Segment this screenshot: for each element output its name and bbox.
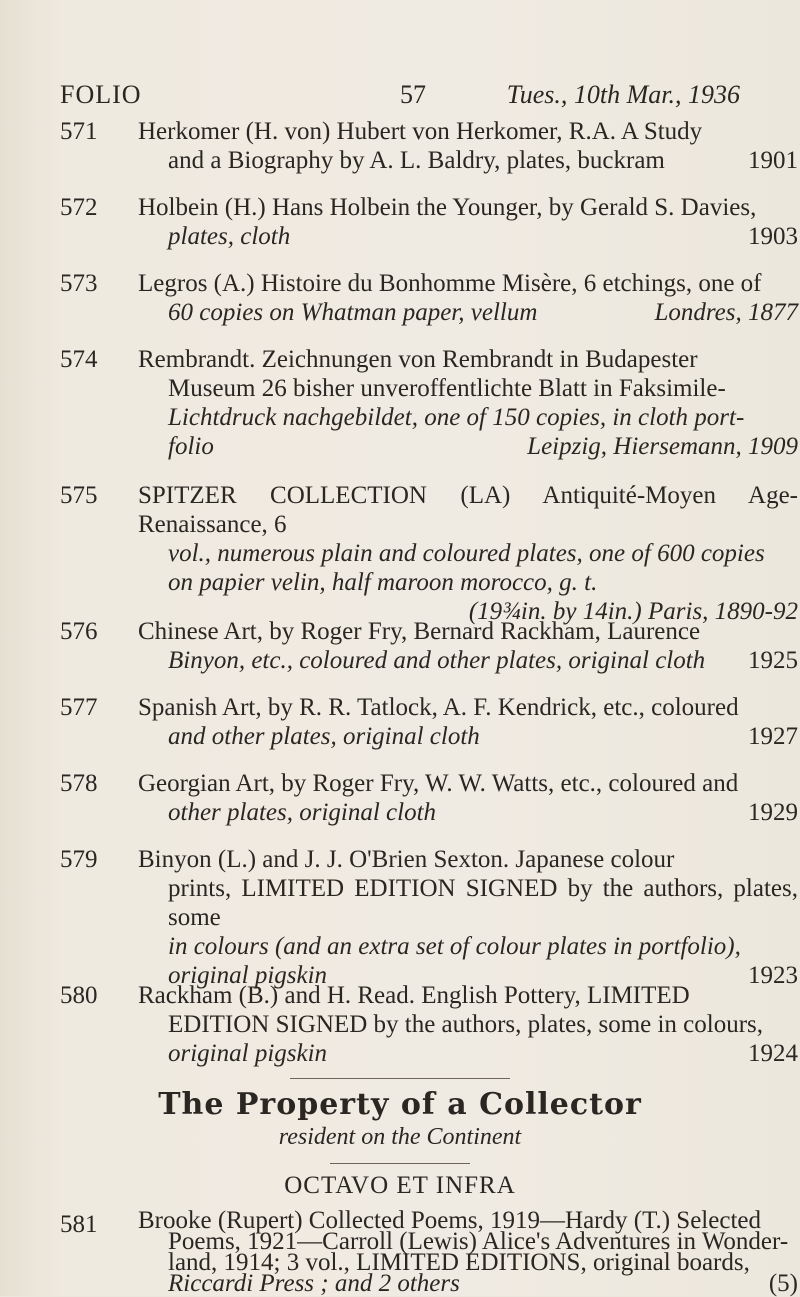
lot-line: SPITZER COLLECTION (LA) Antiquité-Moyen Age-Renaissance, 6 bbox=[138, 482, 798, 538]
lot-entry bbox=[60, 981, 798, 1071]
page-header bbox=[60, 80, 740, 116]
lot-year: Londres, 1877 bbox=[654, 299, 798, 326]
lot-line: Binyon (L.) and J. J. O'Brien Sexton. Japanese colour bbox=[138, 846, 675, 873]
lot-entry bbox=[60, 269, 798, 329]
lot-number: 577 bbox=[60, 694, 98, 721]
lot-number: 581 bbox=[60, 1211, 98, 1238]
sale-date: Tues., 10th Mar., 1936 bbox=[506, 80, 740, 109]
lot-number: 571 bbox=[60, 118, 98, 145]
lot-year: 1901 bbox=[748, 147, 798, 174]
lot-year: 1924 bbox=[748, 1040, 798, 1067]
lot-entry bbox=[60, 1207, 798, 1297]
page-number: 57 bbox=[400, 80, 426, 109]
lot-line: Binyon, etc., coloured and other plates, original cloth bbox=[168, 647, 706, 674]
section-divider bbox=[290, 1078, 510, 1079]
section-heading: OCTAVO ET INFRA bbox=[284, 1172, 516, 1199]
lot-number: 573 bbox=[60, 270, 98, 297]
lot-line: and other plates, original cloth bbox=[168, 723, 480, 750]
lot-year: (5) bbox=[768, 1270, 798, 1297]
lot-line: Spanish Art, by R. R. Tatlock, A. F. Kendrick, etc., coloured bbox=[138, 694, 739, 721]
lot-year: 1927 bbox=[748, 723, 798, 750]
lot-entry bbox=[60, 617, 798, 677]
lot-line: Rembrandt. Zeichnungen von Rembrandt in Budapester bbox=[138, 346, 698, 373]
lot-number: 576 bbox=[60, 618, 98, 645]
lot-number: 575 bbox=[60, 482, 98, 509]
lot-year: 1903 bbox=[748, 223, 798, 250]
lot-line: Riccardi Press ; and 2 others bbox=[168, 1270, 460, 1297]
lot-line: other plates, original cloth bbox=[168, 799, 437, 826]
lot-line: Legros (A.) Histoire du Bonhomme Misère, 6 etchings, one of bbox=[138, 270, 762, 297]
lot-line: folio bbox=[168, 433, 214, 460]
lot-year: 1925 bbox=[748, 647, 798, 674]
lot-number: 579 bbox=[60, 846, 98, 873]
folio-label: FOLIO bbox=[60, 80, 142, 109]
lot-line: prints, LIMITED EDITION SIGNED by the authors, plates, some bbox=[168, 875, 798, 931]
lot-entry bbox=[60, 693, 798, 753]
lot-line: on papier velin, half maroon morocco, g. t. bbox=[168, 569, 598, 596]
section-divider bbox=[330, 1163, 470, 1164]
lot-number: 580 bbox=[60, 982, 98, 1009]
lot-line: 60 copies on Whatman paper, vellum bbox=[168, 299, 538, 326]
section-subtitle: resident on the Continent bbox=[278, 1124, 522, 1150]
lot-entry bbox=[60, 193, 798, 253]
lot-line: vol., numerous plain and coloured plates, one of 600 copies bbox=[168, 540, 765, 567]
lot-line: original pigskin bbox=[168, 962, 328, 989]
lot-line: Museum 26 bisher unveroffentlichte Blatt in Faksimile- bbox=[168, 375, 726, 402]
lot-number: 574 bbox=[60, 346, 98, 373]
lot-entry bbox=[60, 117, 798, 177]
lot-year: Leipzig, Hiersemann, 1909 bbox=[527, 433, 798, 460]
lot-line: Brooke (Rupert) Collected Poems, 1919—Hardy (T.) Selected bbox=[138, 1207, 761, 1234]
lot-line: original pigskin bbox=[168, 1040, 328, 1067]
lot-line: plates, cloth bbox=[168, 223, 291, 250]
lot-line: Poems, 1921—Carroll (Lewis) Alice's Adventures in Wonder- bbox=[168, 1228, 789, 1255]
lot-line: Herkomer (H. von) Hubert von Herkomer, R.A. A Study bbox=[138, 118, 703, 145]
lot-line: Lichtdruck nachgebildet, one of 150 copies, in cloth port- bbox=[168, 404, 745, 431]
lot-line: Rackham (B.) and H. Read. English Pottery, LIMITED bbox=[138, 982, 690, 1009]
lot-line: and a Biography by A. L. Baldry, plates, buckram bbox=[168, 147, 665, 174]
lot-year: (19¾in. by 14in.) Paris, 1890-92 bbox=[468, 598, 798, 625]
lot-number: 572 bbox=[60, 194, 98, 221]
lot-year: 1923 bbox=[748, 962, 798, 989]
lot-number: 578 bbox=[60, 770, 98, 797]
lot-entry bbox=[60, 481, 798, 625]
lot-entry bbox=[60, 845, 798, 989]
lot-entry bbox=[60, 769, 798, 829]
section-title: The Property of a Collector bbox=[158, 1087, 642, 1122]
lot-line: Chinese Art, by Roger Fry, Bernard Rackham, Laurence bbox=[138, 618, 701, 645]
lot-line: in colours (and an extra set of colour plates in portfolio), bbox=[168, 933, 741, 960]
lot-entry bbox=[60, 345, 798, 465]
lot-line: Georgian Art, by Roger Fry, W. W. Watts, etc., coloured and bbox=[138, 770, 739, 797]
lot-line: Holbein (H.) Hans Holbein the Younger, by Gerald S. Davies, bbox=[138, 194, 757, 221]
lot-line: EDITION SIGNED by the authors, plates, some in colours, bbox=[168, 1011, 764, 1038]
lot-year: 1929 bbox=[748, 799, 798, 826]
lot-line: land, 1914; 3 vol., LIMITED EDITIONS, original boards, bbox=[168, 1249, 750, 1276]
